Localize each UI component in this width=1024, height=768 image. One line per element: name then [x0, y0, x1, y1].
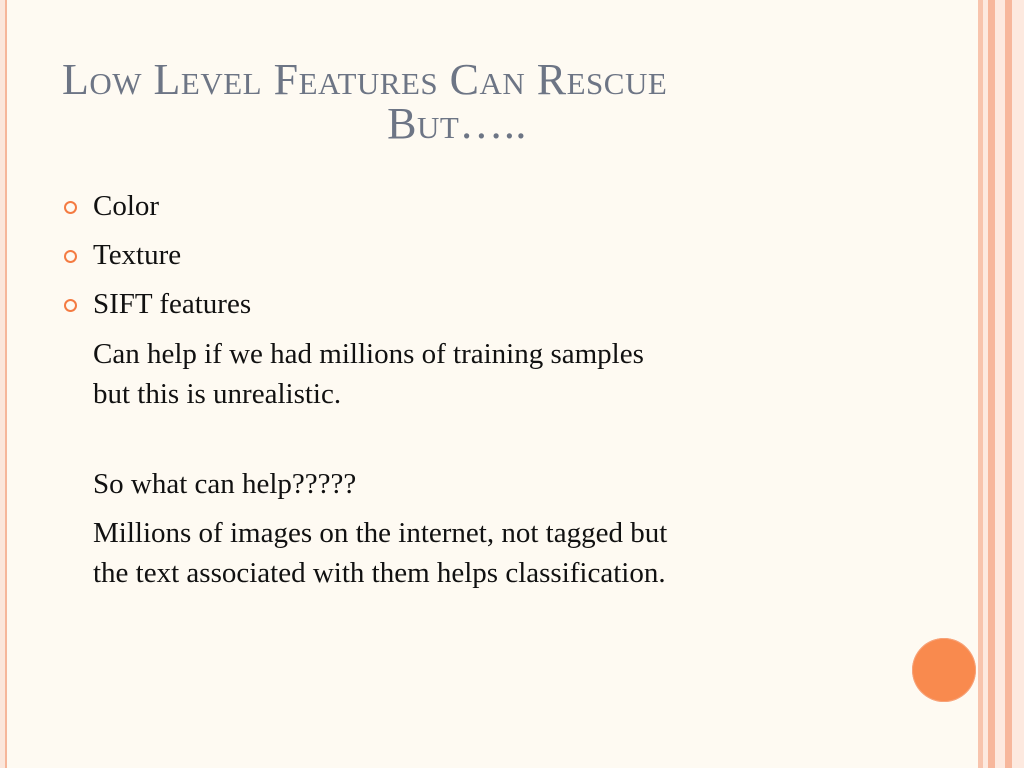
- right-stripe-decoration: [988, 0, 995, 768]
- orange-circle-decoration: [912, 638, 976, 702]
- paragraph-internet-images: [64, 513, 944, 593]
- paragraph-line: the text associated with them helps classification.: [93, 557, 666, 589]
- left-border-decoration: [0, 0, 7, 768]
- paragraph-question: [64, 464, 944, 504]
- paragraph-training-samples: [64, 334, 944, 414]
- bullet-item: [64, 235, 944, 284]
- right-stripe-decoration: [995, 0, 1005, 768]
- slide-title-line-1: Low Level Features Can Rescue: [62, 55, 668, 104]
- right-stripe-decoration: [1012, 0, 1024, 768]
- bullet-item: [64, 284, 944, 333]
- slide-title: [62, 55, 852, 148]
- bullet-icon: [64, 201, 77, 214]
- bullet-icon: [64, 299, 77, 312]
- bullet-label: Texture: [93, 239, 182, 271]
- paragraph-line: So what can help?????: [93, 468, 357, 500]
- slide-title-line-2: But…..: [387, 99, 527, 148]
- bullet-item: [64, 186, 944, 235]
- slide-body: [64, 186, 944, 593]
- paragraph-line: Can help if we had millions of training samples: [93, 338, 644, 370]
- paragraph-line: Millions of images on the internet, not tagged but: [93, 517, 668, 549]
- right-stripe-decoration: [1005, 0, 1012, 768]
- paragraph-line: but this is unrealistic.: [93, 378, 342, 410]
- bullet-label: Color: [93, 190, 160, 222]
- bullet-icon: [64, 250, 77, 263]
- bullet-label: SIFT features: [93, 288, 252, 320]
